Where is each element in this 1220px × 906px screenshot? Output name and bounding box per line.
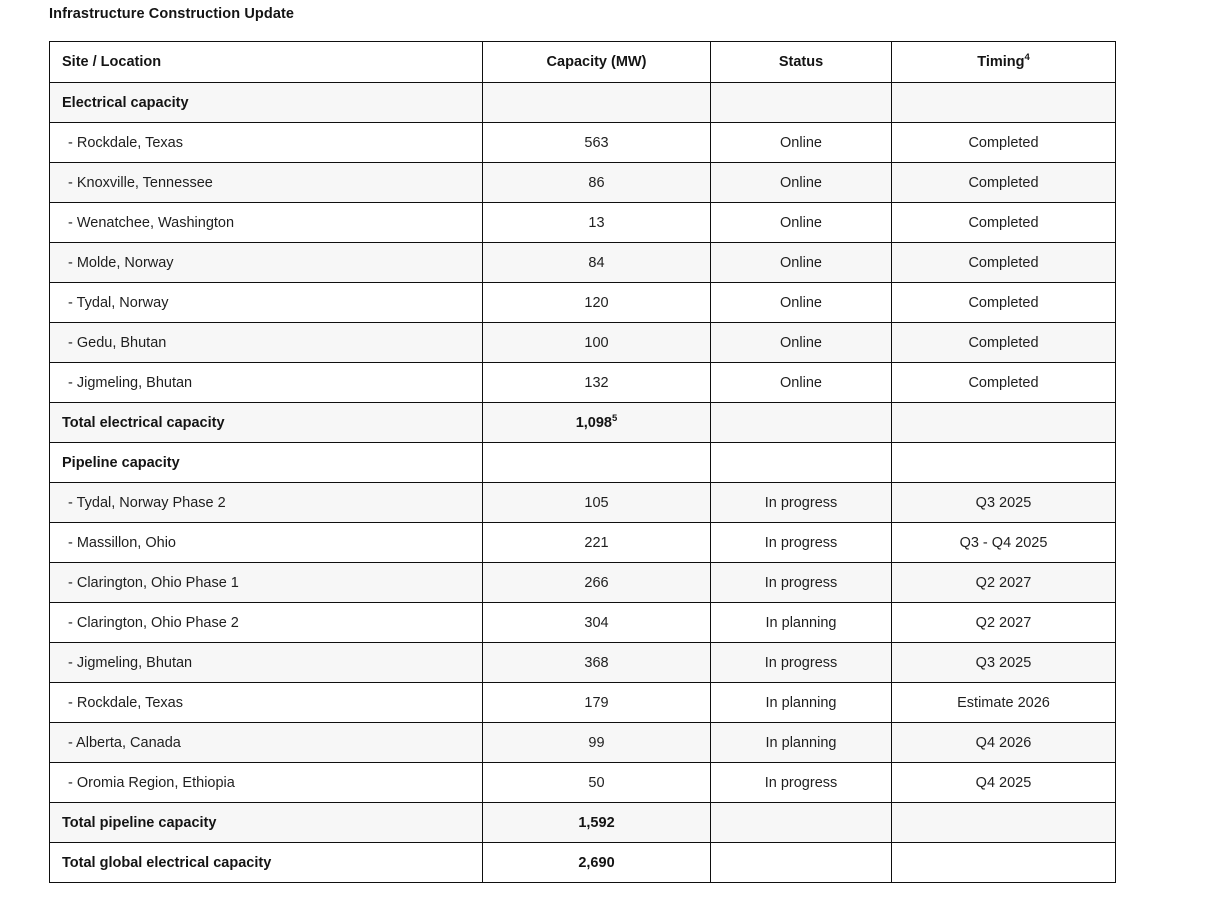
row-timing-value (892, 803, 1116, 843)
row-status-value: In progress (711, 483, 892, 523)
table-row (50, 843, 1116, 883)
row-site-label: - Molde, Norway (50, 243, 483, 283)
row-site-label: - Tydal, Norway (50, 283, 483, 323)
column-header-timing-footnote: 4 (1024, 52, 1030, 64)
row-status-value (711, 443, 892, 483)
row-status-value: In planning (711, 603, 892, 643)
table-row (50, 283, 1116, 323)
row-site-label: - Oromia Region, Ethiopia (50, 763, 483, 803)
capacity-table-container (49, 41, 1115, 883)
row-site-label: - Clarington, Ohio Phase 1 (50, 563, 483, 603)
row-site-label: - Wenatchee, Washington (50, 203, 483, 243)
table-row (50, 163, 1116, 203)
row-timing-value: Q3 2025 (892, 643, 1116, 683)
row-status-value: In progress (711, 763, 892, 803)
row-capacity-value: 100 (483, 323, 711, 363)
row-timing-value: Q3 2025 (892, 483, 1116, 523)
row-status-value (711, 83, 892, 123)
row-timing-value: Q4 2025 (892, 763, 1116, 803)
row-site-label: - Knoxville, Tennessee (50, 163, 483, 203)
row-section-label: Pipeline capacity (50, 443, 483, 483)
row-timing-value: Completed (892, 163, 1116, 203)
row-capacity-value (483, 443, 711, 483)
table-row (50, 443, 1116, 483)
row-capacity-value: 50 (483, 763, 711, 803)
table-row (50, 803, 1116, 843)
table-row (50, 643, 1116, 683)
row-timing-value (892, 843, 1116, 883)
table-row (50, 403, 1116, 443)
row-capacity-value: 132 (483, 363, 711, 403)
row-capacity-value: 221 (483, 523, 711, 563)
row-capacity-value: 179 (483, 683, 711, 723)
row-section-label: Electrical capacity (50, 83, 483, 123)
row-status-value (711, 403, 892, 443)
row-site-label: - Gedu, Bhutan (50, 323, 483, 363)
row-capacity-value: 304 (483, 603, 711, 643)
table-row (50, 603, 1116, 643)
row-capacity-value: 563 (483, 123, 711, 163)
row-total-label: Total electrical capacity (50, 403, 483, 443)
row-timing-value: Completed (892, 283, 1116, 323)
table-row (50, 83, 1116, 123)
row-timing-value: Completed (892, 243, 1116, 283)
row-timing-value: Estimate 2026 (892, 683, 1116, 723)
table-row (50, 203, 1116, 243)
row-timing-value: Completed (892, 123, 1116, 163)
row-timing-value (892, 83, 1116, 123)
table-body (50, 83, 1116, 883)
row-status-value: Online (711, 203, 892, 243)
table-row (50, 763, 1116, 803)
row-capacity-value: 86 (483, 163, 711, 203)
row-status-value: In planning (711, 723, 892, 763)
row-capacity-value: 2,690 (483, 843, 711, 883)
row-capacity-value: 84 (483, 243, 711, 283)
row-site-label: - Rockdale, Texas (50, 123, 483, 163)
column-header-capacity: Capacity (MW) (483, 42, 711, 83)
column-header-timing-label: Timing (977, 54, 1025, 70)
row-status-value (711, 843, 892, 883)
table-row (50, 363, 1116, 403)
row-capacity-value: 99 (483, 723, 711, 763)
row-timing-value: Completed (892, 363, 1116, 403)
column-header-site: Site / Location (50, 42, 483, 83)
row-status-value: Online (711, 243, 892, 283)
row-capacity-value: 266 (483, 563, 711, 603)
row-total-label: Total global electrical capacity (50, 843, 483, 883)
row-site-label: - Massillon, Ohio (50, 523, 483, 563)
row-status-value: Online (711, 163, 892, 203)
row-timing-value: Completed (892, 323, 1116, 363)
row-timing-value: Q3 - Q4 2025 (892, 523, 1116, 563)
table-row (50, 723, 1116, 763)
table-row (50, 683, 1116, 723)
table-row (50, 483, 1116, 523)
row-status-value: In planning (711, 683, 892, 723)
column-header-status: Status (711, 42, 892, 83)
row-status-value: In progress (711, 643, 892, 683)
row-site-label: - Alberta, Canada (50, 723, 483, 763)
row-timing-value: Q2 2027 (892, 603, 1116, 643)
table-row (50, 523, 1116, 563)
row-capacity-number: 1,098 (575, 414, 612, 431)
row-capacity-value: 1,592 (483, 803, 711, 843)
column-header-timing (892, 42, 1116, 83)
table-row (50, 243, 1116, 283)
table-header-row (50, 42, 1116, 83)
row-site-label: - Jigmeling, Bhutan (50, 363, 483, 403)
infrastructure-capacity-table (49, 41, 1116, 883)
row-capacity-value: 368 (483, 643, 711, 683)
row-status-value: Online (711, 123, 892, 163)
row-timing-value (892, 403, 1116, 443)
row-status-value: Online (711, 283, 892, 323)
row-capacity-value (483, 83, 711, 123)
table-header (50, 42, 1116, 83)
row-timing-value (892, 443, 1116, 483)
page-title: Infrastructure Construction Update (49, 6, 295, 22)
row-capacity-value (483, 403, 711, 443)
row-capacity-footnote: 5 (612, 412, 618, 424)
row-status-value: In progress (711, 523, 892, 563)
row-timing-value: Q2 2027 (892, 563, 1116, 603)
row-total-label: Total pipeline capacity (50, 803, 483, 843)
row-timing-value: Q4 2026 (892, 723, 1116, 763)
row-status-value: In progress (711, 563, 892, 603)
row-site-label: - Clarington, Ohio Phase 2 (50, 603, 483, 643)
row-status-value: Online (711, 363, 892, 403)
row-timing-value: Completed (892, 203, 1116, 243)
table-row (50, 323, 1116, 363)
row-site-label: - Tydal, Norway Phase 2 (50, 483, 483, 523)
row-status-value (711, 803, 892, 843)
table-row (50, 123, 1116, 163)
row-capacity-value: 105 (483, 483, 711, 523)
row-capacity-value: 13 (483, 203, 711, 243)
row-site-label: - Rockdale, Texas (50, 683, 483, 723)
table-row (50, 563, 1116, 603)
row-status-value: Online (711, 323, 892, 363)
row-site-label: - Jigmeling, Bhutan (50, 643, 483, 683)
row-capacity-value: 120 (483, 283, 711, 323)
